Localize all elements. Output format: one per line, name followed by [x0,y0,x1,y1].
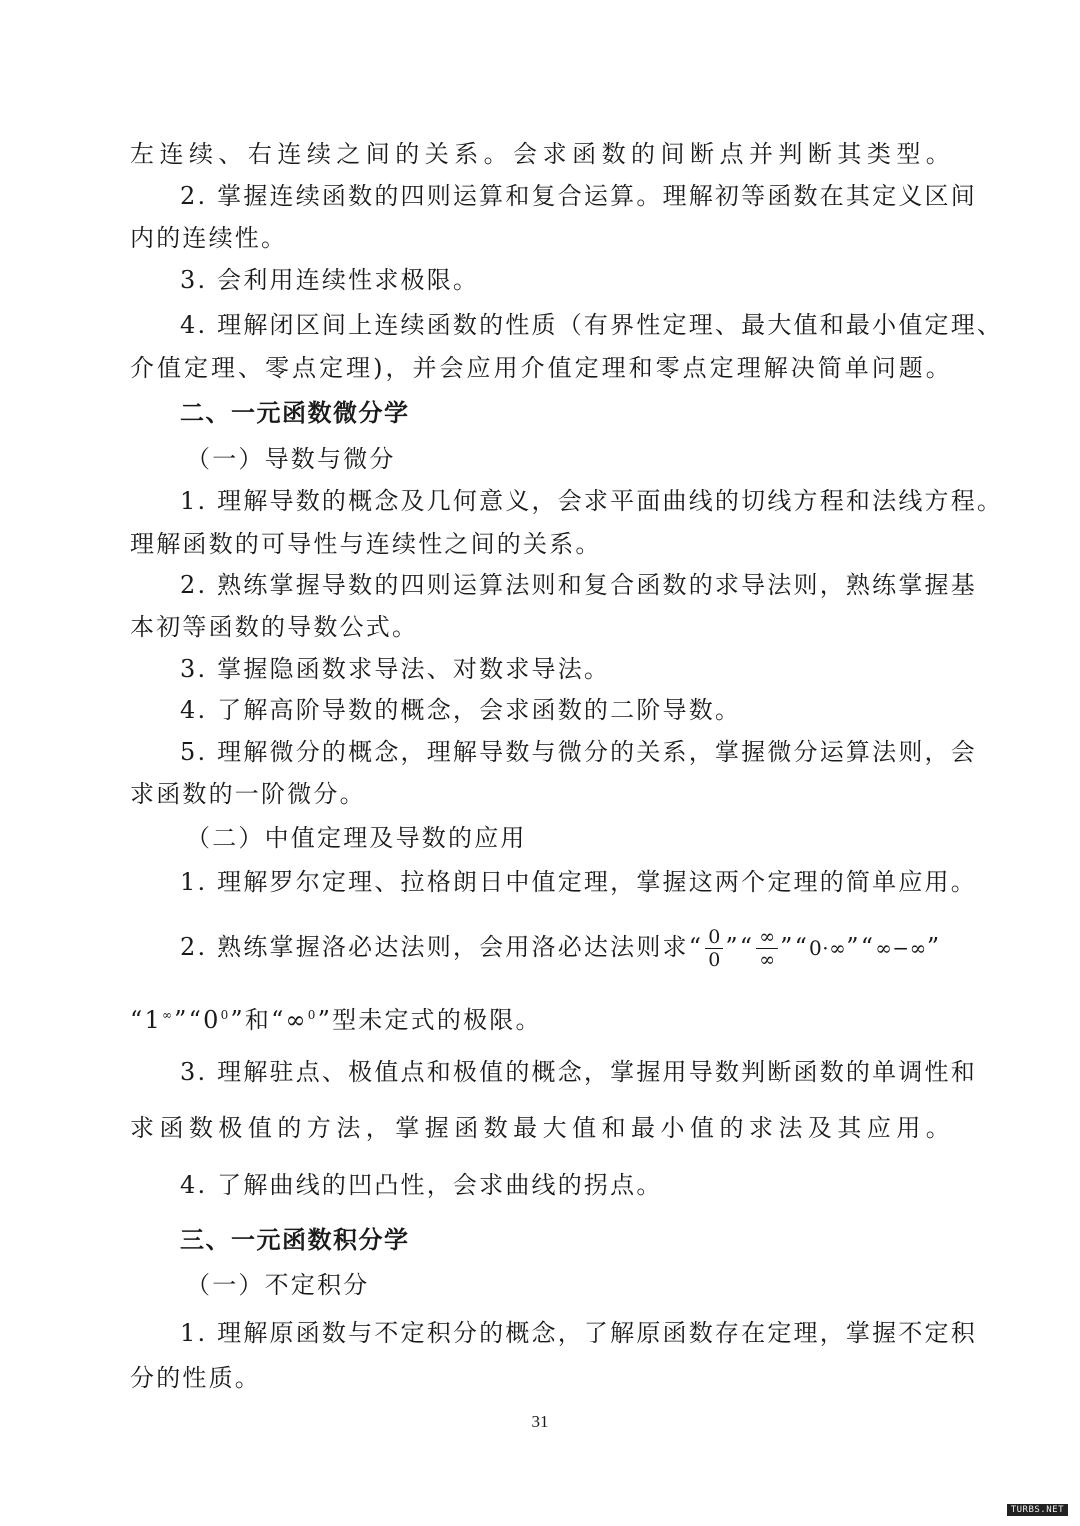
fraction-zero-over-zero [705,926,723,971]
text-line: 理解函数的可导性与连续性之间的关系。 [130,530,602,558]
text-line: 本初等函数的导数公式。 [130,613,419,641]
text-line: 4. 了解曲线的凹凸性，会求曲线的拐点。 [180,1171,663,1199]
formula-text: ”和“∞ [230,1006,308,1034]
text-line: 1. 理解导数的概念及几何意义，会求平面曲线的切线方程和法线方程。 [180,487,1004,515]
section-heading: 三、一元函数积分学 [180,1226,410,1254]
superscript: 0 [307,1008,318,1022]
formula-line [130,1000,952,1035]
text-line: 2. 熟练掌握导数的四则运算法则和复合函数的求导法则，熟练掌握基 [180,571,977,599]
numerator: 0 [705,926,723,949]
text-line: 求函数的一阶微分。 [130,780,366,808]
subsection-heading: （一）不定积分 [186,1271,370,1299]
text-line: 4. 理解闭区间上连续函数的性质（有界性定理、最大值和最小值定理、 [180,311,1004,339]
superscript: ∞ [161,1008,175,1022]
text-line: 左连续、右连续之间的关系。会求函数的间断点并判断其类型。 [130,140,952,168]
text-line: 3. 会利用连续性求极限。 [180,266,480,294]
formula-text: ”“0 [174,1006,221,1034]
superscript: 0 [220,1008,231,1022]
section-heading: 二、一元函数微分学 [180,399,410,427]
text-line: 4. 了解高阶导数的概念，会求函数的二阶导数。 [180,696,742,724]
indeterminate-inf-minus-inf: ∞−∞ [875,936,927,960]
subsection-heading: （一）导数与微分 [186,445,396,473]
formula-line-text: 2. 熟练掌握洛必达法则，会用洛必达法则求 [180,933,689,961]
text-line: 3. 掌握隐函数求导法、对数求导法。 [180,655,611,683]
text-line: 2. 掌握连续函数的四则运算和复合运算。理解初等函数在其定义区间 [180,182,977,210]
subsection-heading: （二）中值定理及导数的应用 [186,824,527,852]
text-line: 3. 理解驻点、极值点和极值的概念，掌握用导数判断函数的单调性和 [180,1058,977,1086]
formula-line: 2. 熟练掌握洛必达法则，会用洛必达法则求“ $\frac{0}{0}$ ”“ $\frac{\infty}{\infty}$ ”“0·∞”“∞−∞” [180,926,942,971]
page-number: 31 [531,1412,549,1431]
formula-text: ”型未定式的极限。 [317,1006,542,1034]
denominator: 0 [708,949,721,971]
text-line: 求函数极值的方法，掌握函数最大值和最小值的求法及其应用。 [130,1114,952,1142]
text-line: 5. 理解微分的概念，理解导数与微分的关系，掌握微分运算法则，会 [180,738,977,766]
numerator: ∞ [756,926,778,949]
denominator: ∞ [759,949,776,971]
text-line: 介值定理、零点定理)，并会应用介值定理和零点定理解决简单问题。 [130,354,952,382]
fraction-inf-over-inf [756,926,778,971]
watermark: TURBS.NET [1007,1504,1068,1516]
indeterminate-zero-times-inf: 0·∞ [809,936,847,960]
text-line: 内的连续性。 [130,224,288,252]
formula-text: “1 [130,1006,162,1034]
text-line: 1. 理解原函数与不定积分的概念，了解原函数存在定理，掌握不定积 [180,1319,977,1347]
text-line: 1. 理解罗尔定理、拉格朗日中值定理，掌握这两个定理的简单应用。 [180,868,977,896]
text-line: 分的性质。 [130,1364,261,1392]
